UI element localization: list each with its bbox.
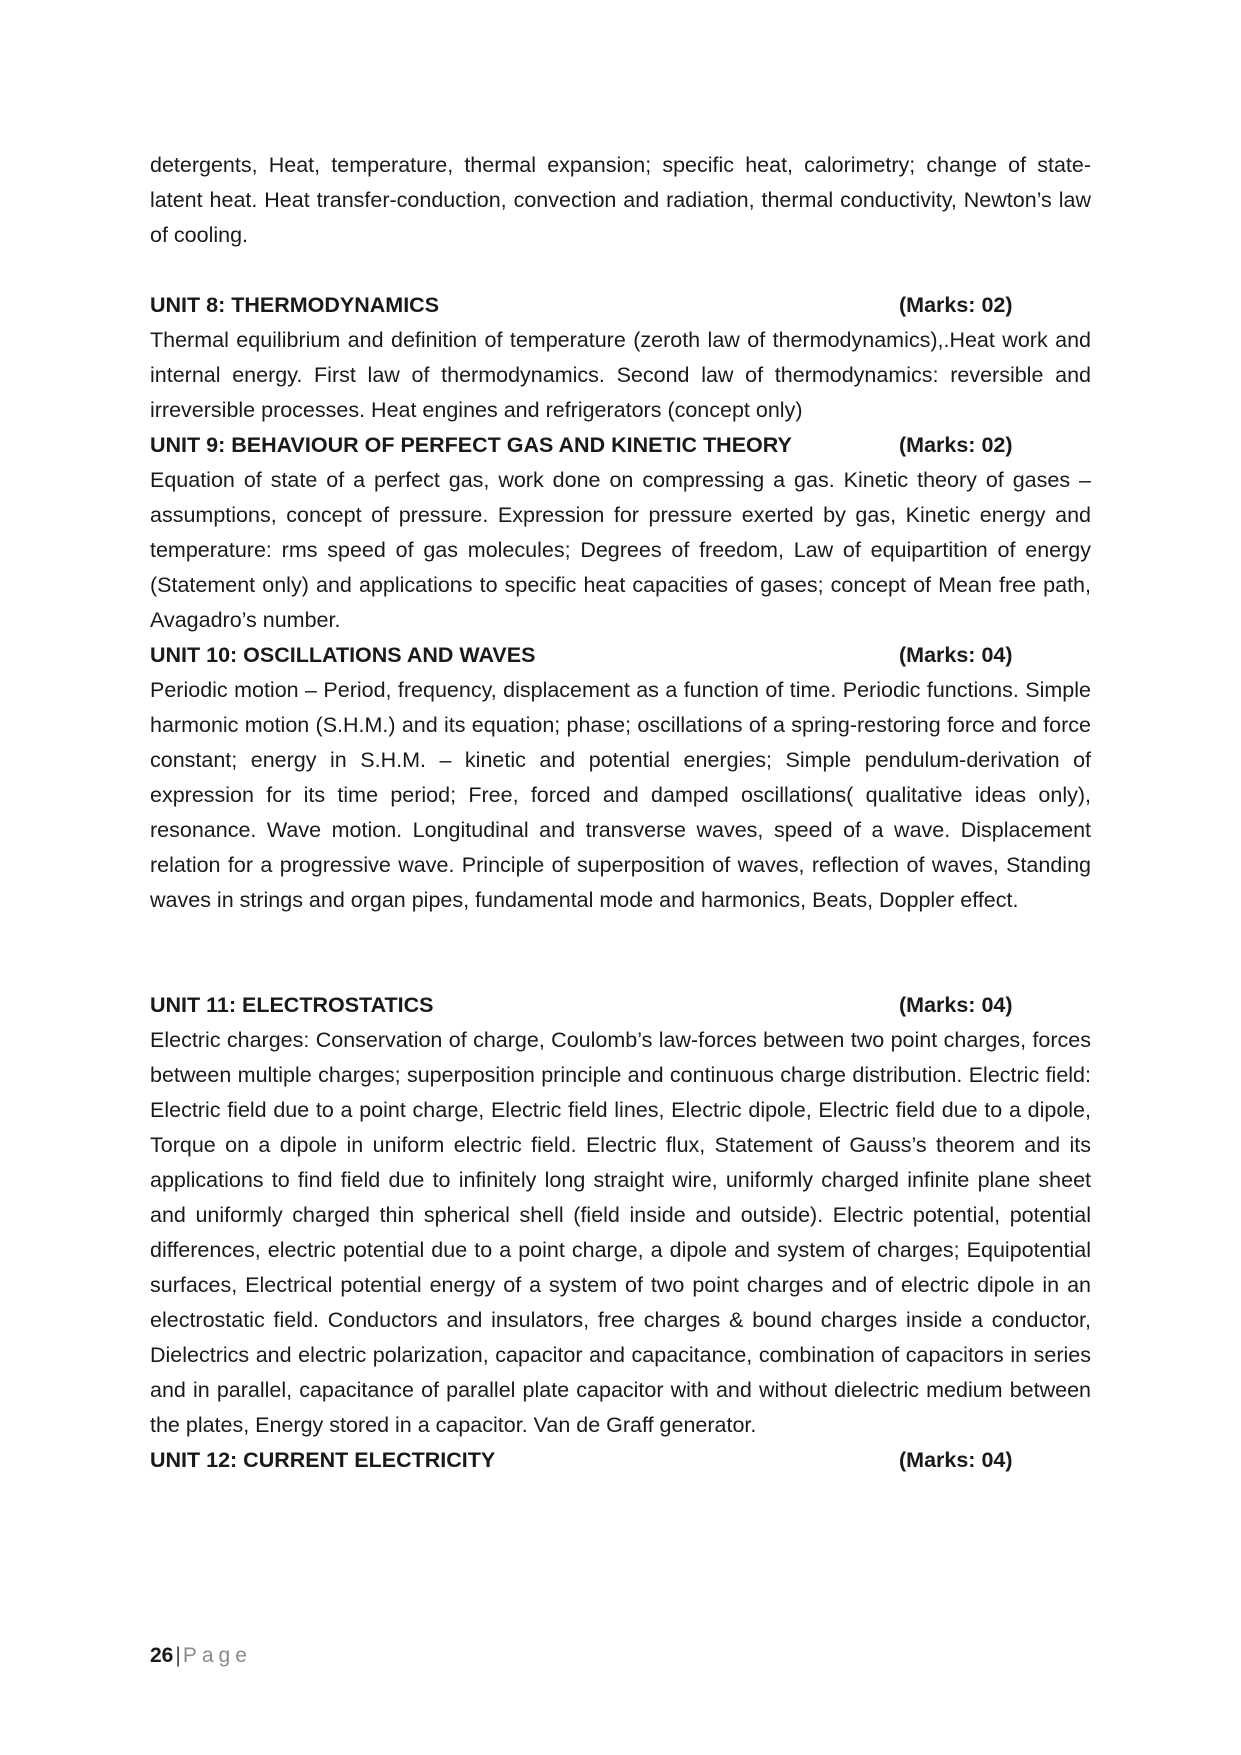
unit-8-marks: (Marks: 02)	[899, 293, 1013, 317]
section-spacer	[150, 253, 1091, 288]
document-page	[150, 148, 1091, 1478]
unit-12-marks: (Marks: 04)	[899, 1448, 1013, 1472]
unit-11-heading	[150, 988, 1091, 1023]
unit-9-heading	[150, 428, 1091, 463]
page-label: Page	[182, 1644, 252, 1667]
footer-separator: |	[175, 1644, 181, 1667]
unit-9-marks: (Marks: 02)	[899, 433, 1013, 457]
unit-8-heading	[150, 288, 1091, 323]
unit-9-body: Equation of state of a perfect gas, work done on compressing a gas. Kinetic theory of gases – assumptions, concept of pressure. Expression for pressure exerted by gas, Kinetic energy and temperature: rms speed of gas molecules; Degrees of freedom, Law of equipartition of energy (Statement only) and applications to specific heat capacities of gases; concept of Mean free path, Avagadro’s number.	[150, 468, 1091, 632]
unit-8-title: UNIT 8: THERMODYNAMICS	[150, 293, 440, 317]
page-footer	[150, 1642, 252, 1670]
section-spacer	[150, 918, 1091, 988]
unit-10-marks: (Marks: 04)	[899, 643, 1013, 667]
unit-10-title: UNIT 10: OSCILLATIONS AND WAVES	[150, 643, 536, 667]
unit-12-title: UNIT 12: CURRENT ELECTRICITY	[150, 1448, 496, 1472]
page-number: 26	[150, 1644, 174, 1667]
unit-11-body: Electric charges: Conservation of charge, Coulomb’s law-forces between two point charges, forces between multiple charges; superposition principle and continuous charge distribution. Electric field: Electric field due to a point charge, Electric field lines, Electric dipole, Electric field due to a dipole, Torque on a dipole in uniform electric field. Electric flux, Statement of Gauss’s theorem and its applications to find field due to infinitely long straight wire, uniformly charged infinite plane sheet and uniformly charged thin spherical shell (field inside and outside). Electric potential, potential differences, electric potential due to a point charge, a dipole and system of charges; Equipotential surfaces, Electrical potential energy of a system of two point charges and of electric dipole in an electrostatic field. Conductors and insulators, free charges & bound charges inside a conductor, Dielectrics and electric polarization, capacitor and capacitance, combination of capacitors in series and in parallel, capacitance of parallel plate capacitor with and without dielectric medium between the plates, Energy stored in a capacitor. Van de Graff generator.	[150, 1028, 1091, 1437]
unit-11-title: UNIT 11: ELECTROSTATICS	[150, 993, 434, 1017]
intro-paragraph: detergents, Heat, temperature, thermal expansion; specific heat, calorimetry; change of state-latent heat. Heat transfer-conduction, convection and radiation, thermal conductivity, Newton’s law of cooling.	[150, 153, 1091, 247]
unit-9-title: UNIT 9: BEHAVIOUR OF PERFECT GAS AND KINETIC THEORY	[150, 433, 792, 457]
unit-10-body: Periodic motion – Period, frequency, displacement as a function of time. Periodic functions. Simple harmonic motion (S.H.M.) and its equation; phase; oscillations of a spring-restoring force and force constant; energy in S.H.M. – kinetic and potential energies; Simple pendulum-derivation of expression for its time period; Free, forced and damped oscillations( qualitative ideas only), resonance. Wave motion. Longitudinal and transverse waves, speed of a wave. Displacement relation for a progressive wave. Principle of superposition of waves, reflection of waves, Standing waves in strings and organ pipes, fundamental mode and harmonics, Beats, Doppler effect.	[150, 678, 1091, 912]
unit-8-body: Thermal equilibrium and definition of temperature (zeroth law of thermodynamics),.Heat work and internal energy. First law of thermodynamics. Second law of thermodynamics: reversible and irreversible processes. Heat engines and refrigerators (concept only)	[150, 328, 1091, 422]
unit-12-heading	[150, 1443, 1091, 1478]
unit-11-marks: (Marks: 04)	[899, 993, 1013, 1017]
unit-10-heading	[150, 638, 1091, 673]
